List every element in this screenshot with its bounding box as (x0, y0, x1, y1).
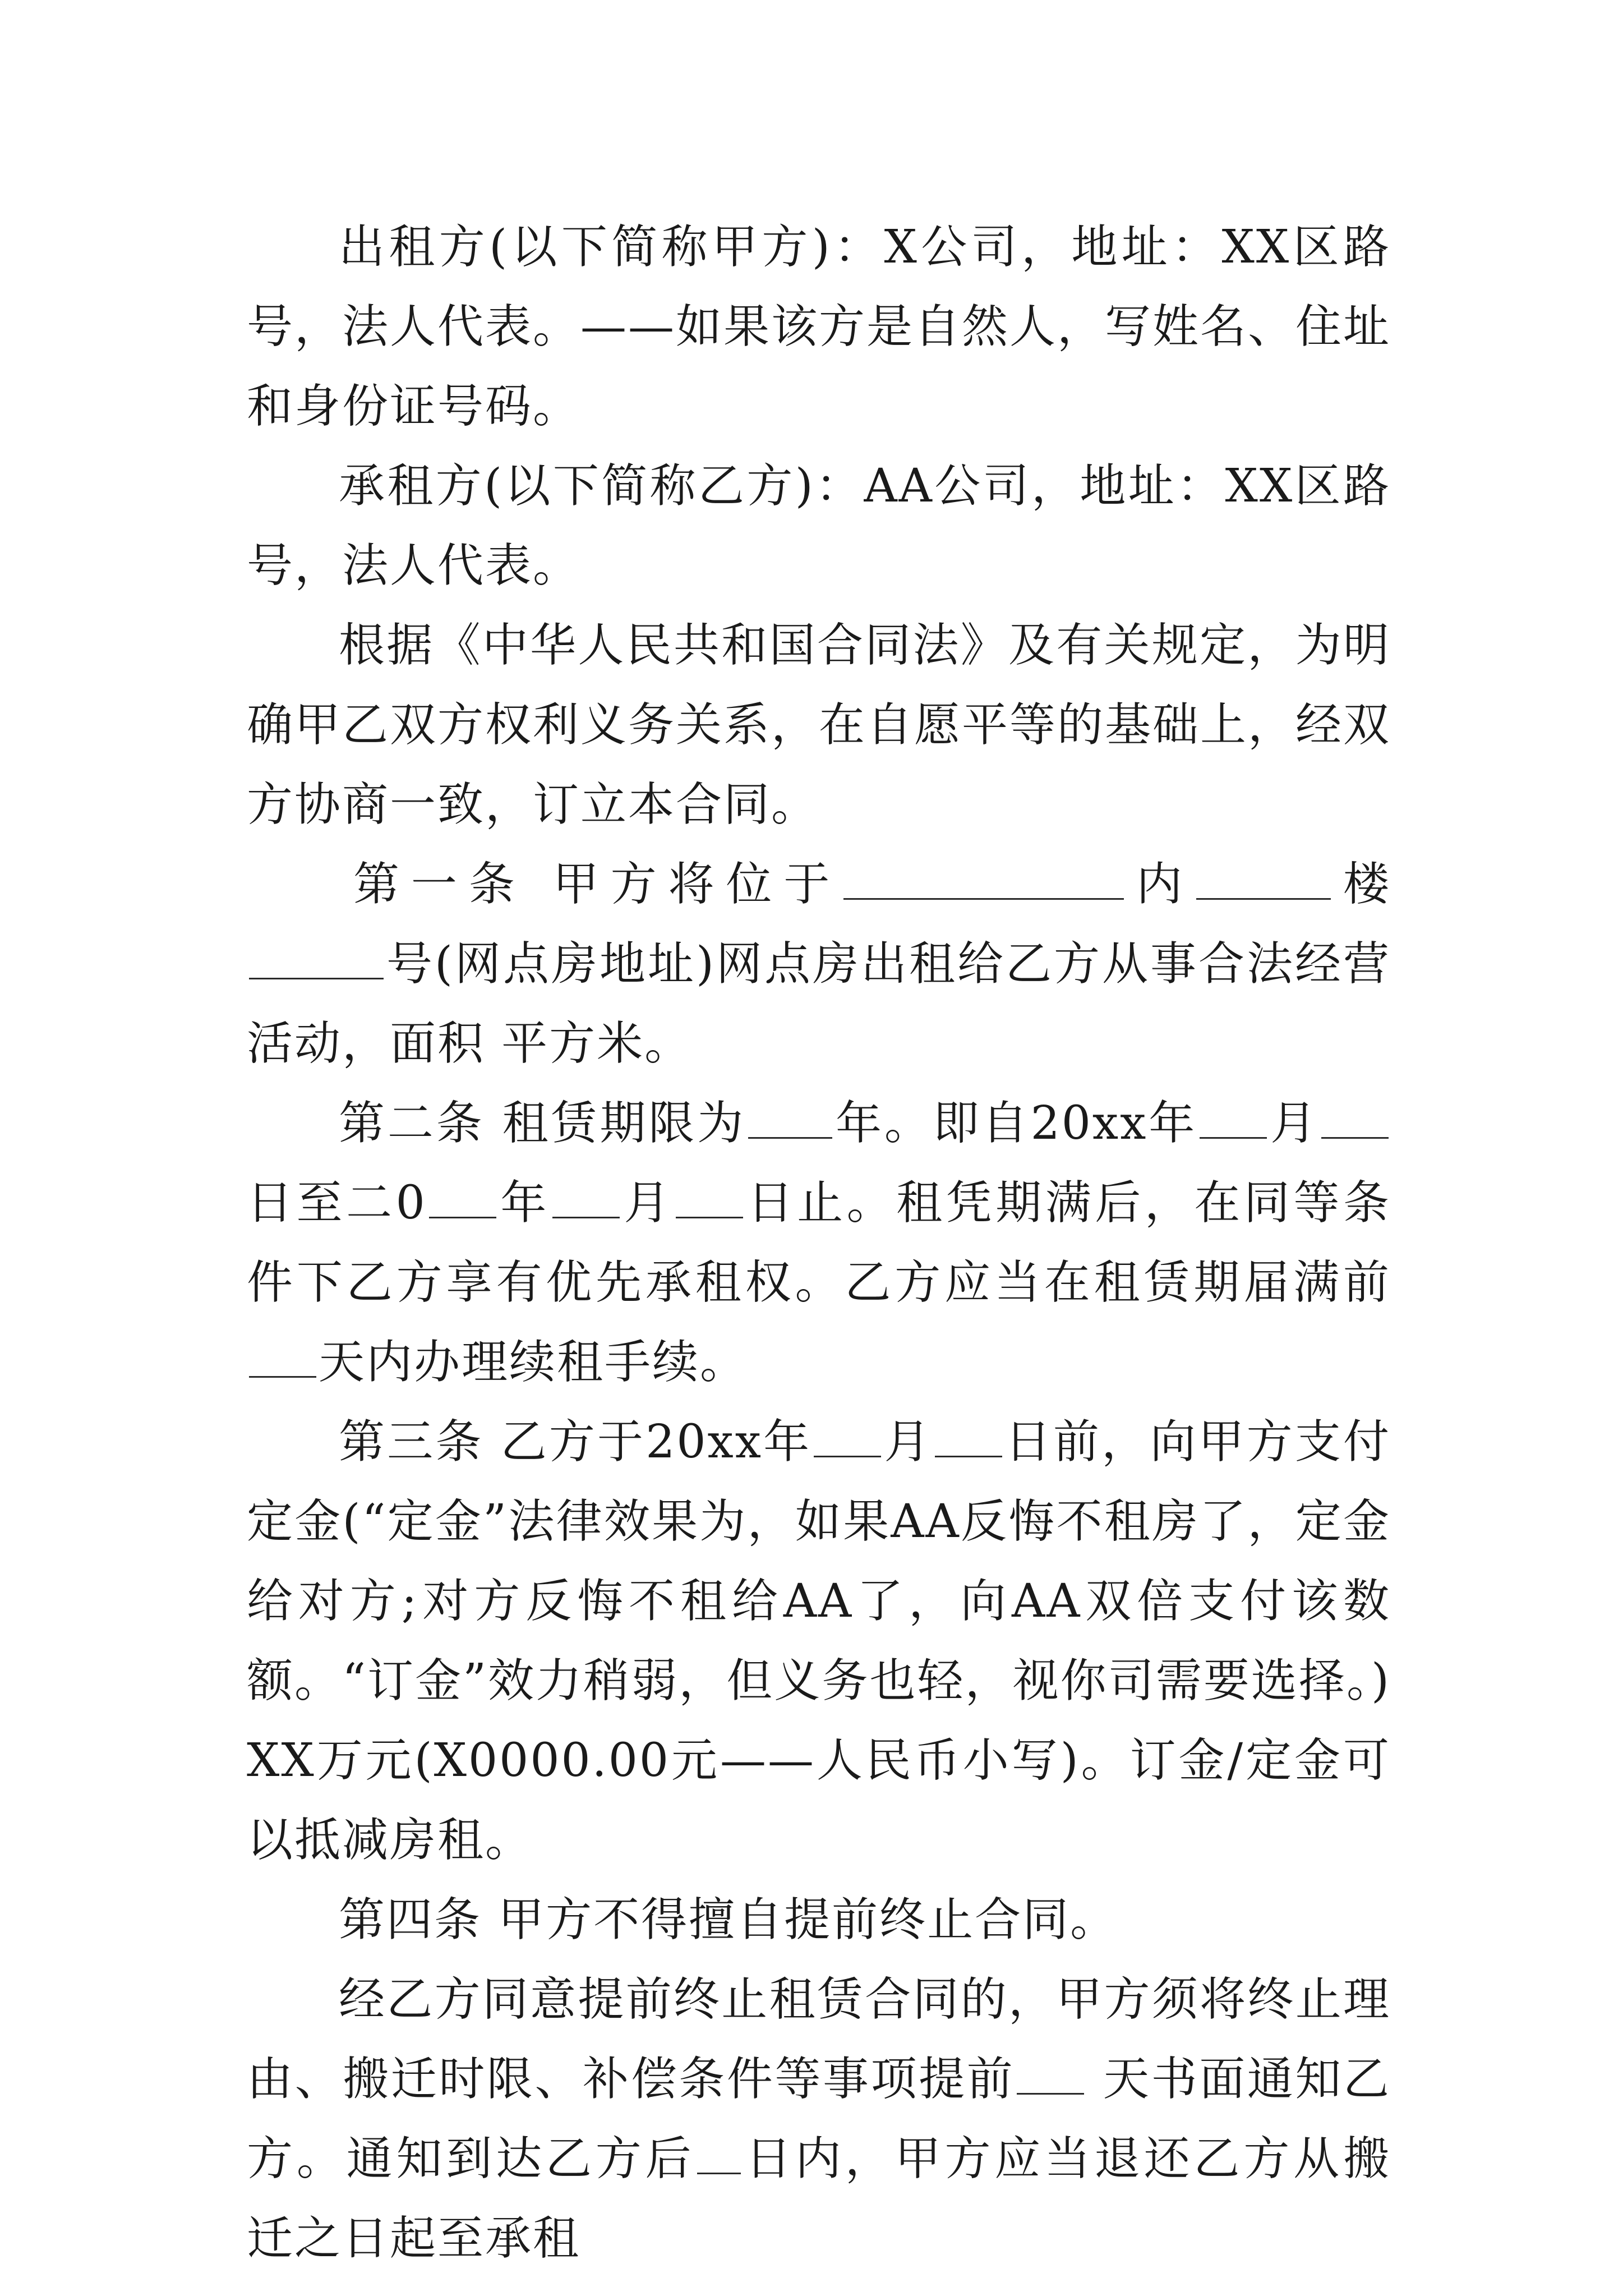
blank-start-day (1321, 1097, 1389, 1139)
blank-lease-years (748, 1097, 832, 1139)
article-2-text-d: 日至二0 (247, 1176, 427, 1230)
article-3-text-a: 第三条 乙方于20xx年 (339, 1415, 812, 1469)
blank-refund-days (697, 2132, 741, 2174)
blank-end-day (676, 1176, 743, 1218)
article-3-text-c: 日前，向甲方支付定金(“定金”法律效果为，如果AA反悔不租房了，定金给对方;对方反悔不租给AA了，向AA双倍支付该数额。“订金”效力稍弱，但义务也轻，视你司需要选择。)XX万元(X0000.00元——人民币小写)。订金/定金可以抵减房租。 (247, 1415, 1391, 1867)
blank-deposit-day (935, 1415, 1002, 1457)
blank-deposit-month (814, 1415, 881, 1457)
blank-start-month (1200, 1097, 1267, 1139)
blank-end-year (429, 1176, 496, 1218)
article-2-text-g: 日止。租凭期满后，在同等条件下乙方享有优先承租权。乙方应当在租赁期届满前 (247, 1176, 1391, 1309)
article-2-text-e: 年 (498, 1176, 550, 1230)
paragraph-article-3 (247, 1402, 1391, 1880)
paragraph-article-4: 第四条 甲方不得擅自提前终止合同。 (339, 1893, 1118, 1947)
article-2-text-c: 月 (1269, 1097, 1319, 1150)
paragraph-basis: 根据《中华人民共和国合同法》及有关规定，为明确甲乙双方权利义务关系，在自愿平等的基础上，经双方协商一致，订立本合同。 (247, 619, 1391, 831)
blank-end-month (552, 1176, 620, 1218)
paragraph-lessor: 出租方(以下简称甲方)：X公司，地址：XX区路号，法人代表。——如果该方是自然人，写姓名、住址和身份证号码。 (247, 220, 1391, 433)
paragraph-termination (247, 1960, 1391, 2279)
paragraph-lessee: 承租方(以下简称乙方)：AA公司，地址：XX区路号，法人代表。 (247, 459, 1391, 592)
article-2-text-b: 年。即自20xx年 (834, 1097, 1198, 1150)
article-3-text-b: 月 (883, 1415, 933, 1469)
article-2-text-a: 第二条 租赁期限为 (339, 1097, 746, 1150)
article-1-text-d: 号(网点房地址)网点房出租给乙方从事合法经营活动，面积 平方米。 (247, 937, 1391, 1070)
blank-district (1196, 858, 1331, 900)
termination-text-a: 经乙方同意提前终止租赁合同的，甲方须将终止理由、搬迁时限、补偿条件等事项提前 (247, 1973, 1391, 2106)
termination-text-c: 日内，甲方应当退还乙方从搬迁之日起至承租 (247, 2132, 1391, 2265)
blank-notice-days (1017, 2053, 1084, 2095)
paragraph-article-2 (247, 1084, 1391, 1402)
termination-text-b: 天书面通知乙方。通知到达乙方后 (247, 2053, 1391, 2185)
article-2-text-f: 月 (621, 1176, 674, 1230)
blank-location (843, 858, 1124, 900)
article-1-text-a: 第一条 甲方将位于 (353, 858, 842, 911)
article-1-text-c: 楼 (1333, 858, 1391, 911)
article-1-text-b: 内 (1126, 858, 1195, 911)
blank-building-number (249, 937, 384, 979)
document-body (247, 208, 1391, 2279)
blank-renewal-days (249, 1336, 316, 1378)
paragraph-article-1 (247, 845, 1391, 1084)
article-2-text-h: 天内办理续租手续。 (319, 1336, 748, 1389)
